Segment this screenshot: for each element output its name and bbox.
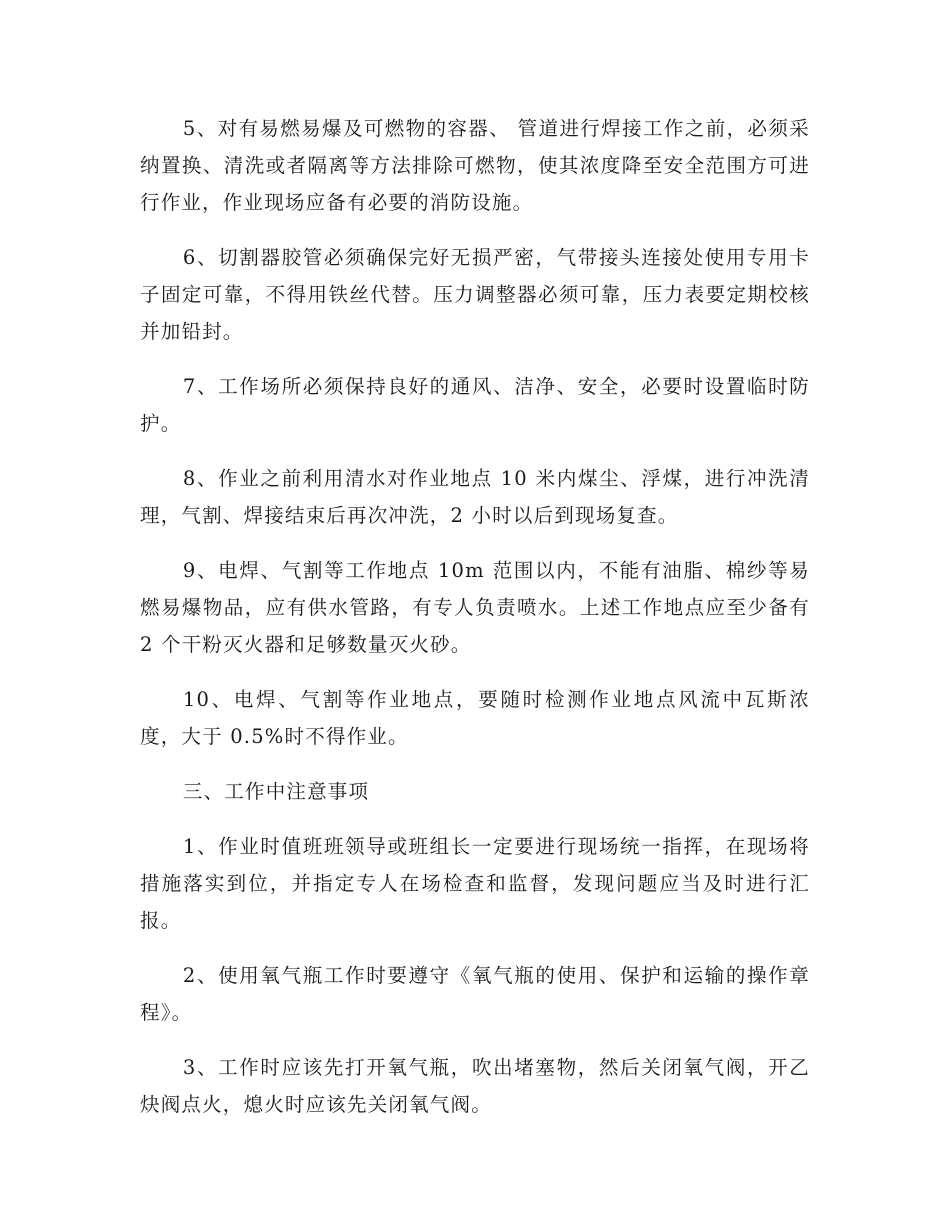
paragraph-item-3: 3、工作时应该先打开氧气瓶，吹出堵塞物，然后关闭氧气阀，开乙炔阀点火，熄火时应该先关闭氧气阀。	[140, 1056, 810, 1116]
paragraph-item-8: 8、作业之前利用清水对作业地点 10 米内煤尘、浮煤，进行冲洗清理，气割、焊接结束后再次冲洗，2 小时以后到现场复查。	[140, 467, 810, 527]
paragraph-item-2: 2、使用氧气瓶工作时要遵守《氧气瓶的使用、保护和运输的操作章程》。	[140, 964, 810, 1024]
section-heading: 三、工作中注意事项	[182, 780, 370, 803]
paragraph-item-10: 10、电焊、气割等作业地点，要随时检测作业地点风流中瓦斯浓度，大于 0.5%时不得作业。	[140, 688, 810, 748]
paragraph-item-1: 1、作业时值班班领导或班组长一定要进行现场统一指挥，在现场将措施落实到位，并指定专人在场检查和监督，发现问题应当及时进行汇报。	[140, 835, 810, 932]
paragraph-item-6: 6、切割器胶管必须确保完好无损严密，气带接头连接处使用专用卡子固定可靠，不得用铁丝代替。压力调整器必须可靠，压力表要定期校核并加铅封。	[140, 246, 810, 343]
paragraph-item-9: 9、电焊、气割等工作地点 10m 范围以内，不能有油脂、棉纱等易燃易爆物品，应有供水管路，有专人负责喷水。上述工作地点应至少备有 2 个干粉灭火器和足够数量灭火砂。	[140, 559, 810, 656]
document-body	[140, 110, 810, 1141]
paragraph-item-5: 5、对有易燃易爆及可燃物的容器、 管道进行焊接工作之前，必须采纳置换、清洗或者隔离等方法排除可燃物，使其浓度降至安全范围方可进行作业，作业现场应备有必要的消防设施。	[140, 117, 810, 214]
paragraph-item-7: 7、工作场所必须保持良好的通风、洁净、安全，必要时设置临时防护。	[140, 375, 810, 435]
